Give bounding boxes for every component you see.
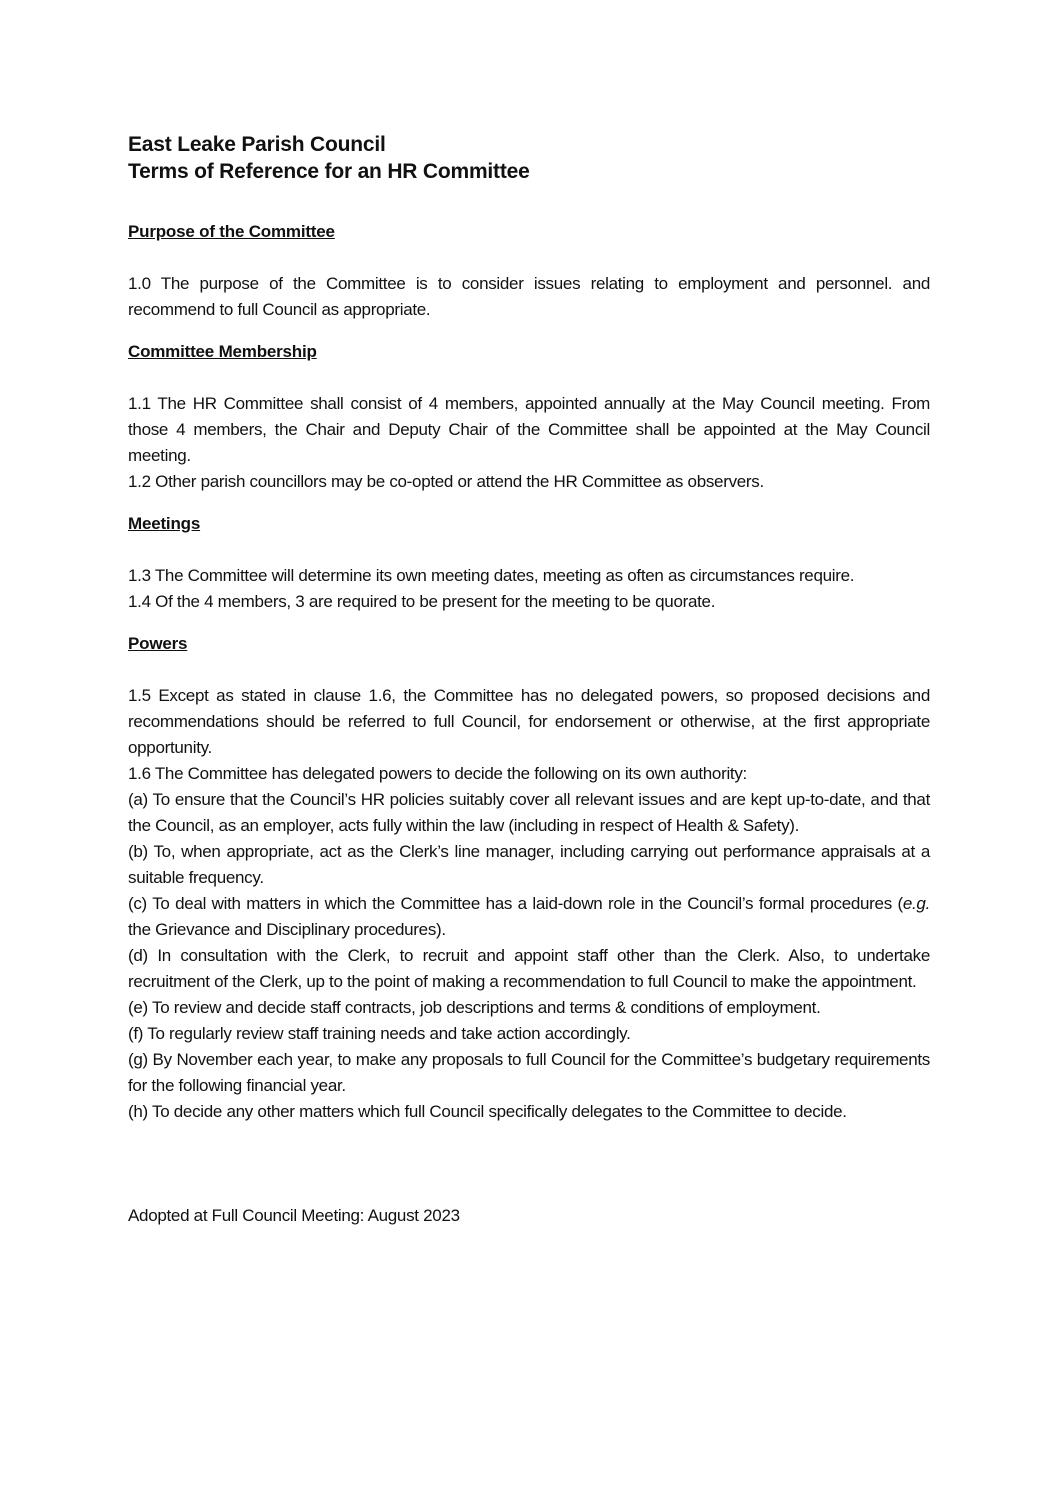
council-name: East Leake Parish Council <box>128 133 386 156</box>
clause-1-4: 1.4 Of the 4 members, 3 are required to be present for the meeting to be quorate. <box>128 592 716 611</box>
clause-1-0: 1.0 The purpose of the Committee is to consider issues relating to employment and personnel. and recommend to full Council as appropriate. <box>128 274 930 319</box>
power-c-eg: e.g. <box>902 894 930 913</box>
power-a: (a) To ensure that the Council’s HR policies suitably cover all relevant issues and are kept up-to-date, and that the Council, as an employer, acts fully within the law (including in respect of Health & Safety). <box>128 790 930 835</box>
power-g: (g) By November each year, to make any proposals to full Council for the Committee’s budgetary requirements for the following financial year. <box>128 1050 930 1095</box>
adoption-note: Adopted at Full Council Meeting: August 2023 <box>128 1206 460 1225</box>
clause-1-6: 1.6 The Committee has delegated powers to decide the following on its own authority: <box>128 764 747 783</box>
clause-1-2: 1.2 Other parish councillors may be co-opted or attend the HR Committee as observers. <box>128 472 764 491</box>
heading-powers: Powers <box>128 634 188 653</box>
heading-purpose: Purpose of the Committee <box>128 222 335 241</box>
clause-1-5: 1.5 Except as stated in clause 1.6, the Committee has no delegated powers, so proposed decisions and recommendations should be referred to full Council, for endorsement or otherwise, at the first appropriate opportunity. <box>128 686 930 757</box>
clause-1-1: 1.1 The HR Committee shall consist of 4 members, appointed annually at the May Council meeting. From those 4 members, the Chair and Deputy Chair of the Committee shall be appointed at the May Council meeting. <box>128 394 930 465</box>
power-e: (e) To review and decide staff contracts, job descriptions and terms & conditions of employment. <box>128 998 821 1017</box>
heading-meetings: Meetings <box>128 514 201 533</box>
power-f: (f) To regularly review staff training needs and take action accordingly. <box>128 1024 631 1043</box>
clause-1-3: 1.3 The Committee will determine its own meeting dates, meeting as often as circumstances require. <box>128 566 855 585</box>
power-d: (d) In consultation with the Clerk, to recruit and appoint staff other than the Clerk. Also, to undertake recruitment of the Clerk, up to the point of making a recommendation to full Council to make the appointment. <box>128 946 930 991</box>
heading-membership: Committee Membership <box>128 342 317 361</box>
power-c-text-post: the Grievance and Disciplinary procedures). <box>128 920 446 939</box>
power-b: (b) To, when appropriate, act as the Clerk’s line manager, including carrying out performance appraisals at a suitable frequency. <box>128 842 930 887</box>
power-c-text-pre: (c) To deal with matters in which the Committee has a laid-down role in the Council’s formal procedures ( <box>128 894 903 913</box>
document-page <box>128 131 930 1229</box>
power-h: (h) To decide any other matters which full Council specifically delegates to the Committee to decide. <box>128 1102 847 1121</box>
document-title: Terms of Reference for an HR Committee <box>128 160 530 183</box>
power-c <box>128 891 930 943</box>
